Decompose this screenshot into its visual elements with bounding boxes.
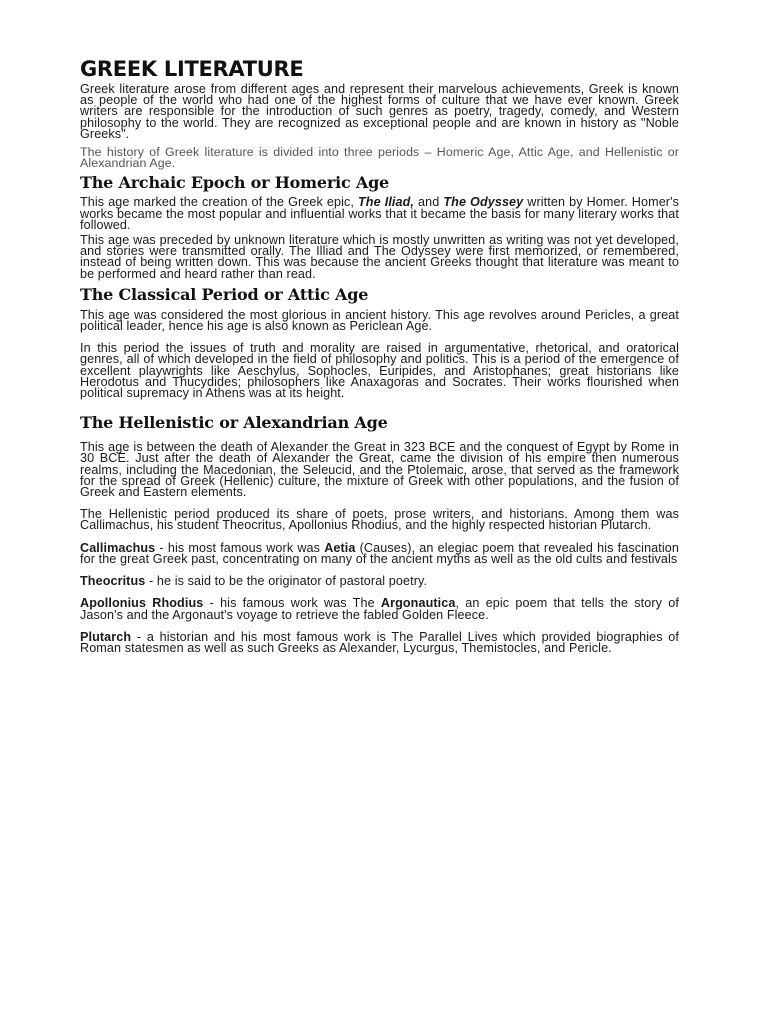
apollonius-text-b: , an epic poem that tells the story of Jason's and the Argonaut's voyage to retrieve the fabled Golden Fleece. [80,596,679,622]
aetia-title: Aetia [324,540,356,555]
theocritus-paragraph [80,576,679,587]
argonautica-title: Argonautica [380,596,456,611]
hellenistic-paragraph-2: The Hellenistic period produced its share of poets, prose writers, and historians. Among them was Callimachus, his student Theocritus, Apollonius Rhodius, and the highly respected historian Plutarch. [80,507,679,533]
callimachus-name: Callimachus [80,540,156,555]
hellenistic-heading: The Hellenistic or Alexandrian Age [80,413,388,433]
theocritus-name: Theocritus [80,574,146,589]
archaic-heading: The Archaic Epoch or Homeric Age [80,173,390,193]
plutarch-name: Plutarch [80,629,132,644]
classical-paragraph-1: This age was considered the most glorious in ancient history. This age revolves around Pericles, a great political leader, hence his age is also known as Periclean Age. [80,307,679,334]
classical-paragraph-2: In this period the issues of truth and morality are raised in argumentative, rhetorical, and oratorical genres, all of which developed in the field of philosophy and politics. This is a period of the emergence of excellent playwrights like Aeschylus, Sophocles, Euripides, and Aristophanes; great historians like Herodotus and Thucydides; philosophers like Anaxagoras and Socrates. Their works flourished when political supremacy in Athens was at its height. [80,341,679,401]
hellenistic-paragraph-1: This age is between the death of Alexander the Great in 323 BCE and the conquest of Egypt by Rome in 30 BCE. Just after the death of Alexander the Great, came the division of his empire then numerous realms, including the Macedonian, the Seleucid, and the Ptolemaic, arose, that served as the framework for the spread of Greek (Hellenic) culture, the mixture of Greek with other populations, and the fusion of Greek and Eastern elements. [80,440,679,500]
odyssey-title: The Odyssey [443,195,524,210]
archaic-paragraph-1 [80,197,679,231]
plutarch-text: - a historian and his most famous work is The Parallel Lives which provided biographies of Roman statesmen as well as such Greeks as Alexander, Lycurgus, Themistocles, and Pericle. [80,629,679,655]
callimachus-text-a: - his most famous work was [155,540,325,555]
apollonius-text-a: - his famous work was The [203,596,381,611]
periods-paragraph: The history of Greek literature is divided into three periods – Homeric Age, Attic Age, and Hellenistic or Alexandrian Age. [80,145,679,171]
classical-heading: The Classical Period or Attic Age [80,284,369,304]
callimachus-text-b: (Causes), an elegiac poem that revealed his fascination for the great Greek past, concentrating on many of the ancient myths as well as the old cults and festivals [80,540,679,566]
apollonius-paragraph [80,598,679,620]
page-title: GREEK LITERATURE [80,57,304,81]
theocritus-text: - he is said to be the originator of pastoral poetry. [145,574,428,589]
archaic-text-a: This age marked the creation of the Greek epic, [80,195,359,210]
callimachus-paragraph [80,540,679,566]
archaic-paragraph-2: This age was preceded by unknown literature which is mostly unwritten as writing was not yet developed, and stories were transmitted orally. The Illiad and The Odyssey were first memorized, or remembered, instead of being written down. This was because the ancient Greeks thought that literature was meant to be performed and heard rather than read. [80,233,679,281]
archaic-text-b: and [414,195,444,210]
plutarch-paragraph [80,629,679,655]
document-page [80,56,679,654]
intro-paragraph: Greek literature arose from different ages and represent their marvelous achievements, Greek is known as people of the world who had one of the highest forms of culture that we have ever known. Greek writers are responsible for the introduction of such genres as poetry, tragedy, comedy, and Western philosophy to the world. They are recognized as exceptional people and are known in history as "Noble Greeks". [80,82,679,141]
iliad-title: The Iliad, [358,195,415,210]
archaic-text-c: written by Homer. Homer's works became the most popular and influential works that it became the basis for many literary works that followed. [80,195,679,232]
apollonius-name: Apollonius Rhodius [80,596,204,611]
